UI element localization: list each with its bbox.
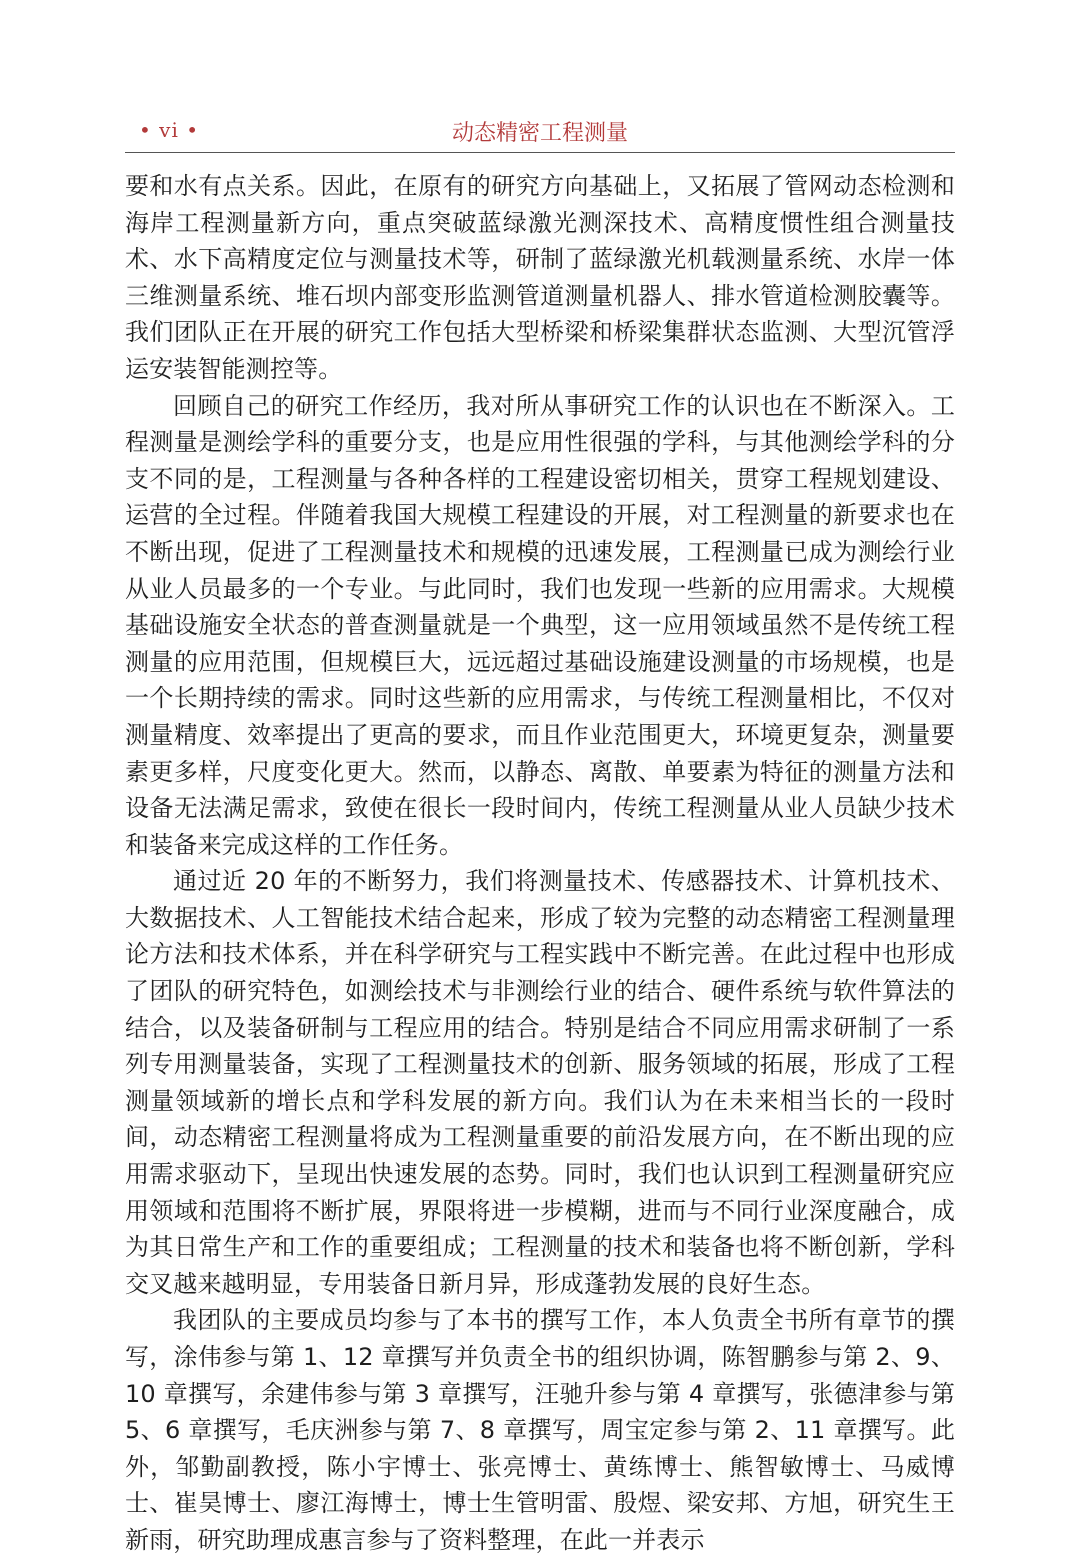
body-text xyxy=(125,168,955,1559)
running-title: 动态精密工程测量 xyxy=(451,121,628,146)
paragraph: 要和水有点关系。因此，在原有的研究方向基础上，又拓展了管网动态检测和海岸工程测量新方向，重点突破蓝绿激光测深技术、高精度惯性组合测量技术、水下高精度定位与测量技术等，研制了蓝绿激光机载测量系统、水岸一体三维测量系统、堆石坝内部变形监测管道测量机器人、排水管道检测胶囊等。我们团队正在开展的研究工作包括大型桥梁和桥梁集群状态监测、大型沉管浮运安装智能测控等。 xyxy=(125,172,955,383)
paragraph: 通过近 20 年的不断努力，我们将测量技术、传感器技术、计算机技术、大数据技术、人工智能技术结合起来，形成了较为完整的动态精密工程测量理论方法和技术体系，并在科学研究与工程实践中不断完善。在此过程中也形成了团队的研究特色，如测绘技术与非测绘行业的结合、硬件系统与软件算法的结合，以及装备研制与工程应用的结合。特别是结合不同应用需求研制了一系列专用测量装备，实现了工程测量技术的创新、服务领域的拓展，形成了工程测量领域新的增长点和学科发展的新方向。我们认为在未来相当长的一段时间，动态精密工程测量将成为工程测量重要的前沿发展方向，在不断出现的应用需求驱动下，呈现出快速发展的态势。同时，我们也认识到工程测量研究应用领域和范围将不断扩展，界限将进一步模糊，进而与不同行业深度融合，成为其日常生产和工作的重要组成；工程测量的技术和装备也将不断创新，学科交叉越来越明显，专用装备日新月异，形成蓬勃发展的良好生态。 xyxy=(125,867,955,1298)
paragraph: 我团队的主要成员均参与了本书的撰写工作，本人负责全书所有章节的撰写，涂伟参与第 1、12 章撰写并负责全书的组织协调，陈智鹏参与第 2、9、10 章撰写，余建伟参与第 3 章撰写，汪驰升参与第 4 章撰写，张德津参与第 5、6 章撰写，毛庆洲参与第 7、8 章撰写，周宝定参与第 2、11 章撰写。此外，邹勤副教授，陈小宇博士、张亮博士、黄练博士、熊智敏博士、马威博士、崔昊博士、廖江海博士，博士生管明雷、殷煜、梁安邦、方旭，研究生王新雨，研究助理成惠言参与了资料整理，在此一并表示 xyxy=(125,1306,955,1554)
page-header xyxy=(125,114,955,150)
paragraph: 回顾自己的研究工作经历，我对所从事研究工作的认识也在不断深入。工程测量是测绘学科的重要分支，也是应用性很强的学科，与其他测绘学科的分支不同的是，工程测量与各种各样的工程建设密切相关，贯穿工程规划建设、运营的全过程。伴随着我国大规模工程建设的开展，对工程测量的新要求也在不断出现，促进了工程测量技术和规模的迅速发展，工程测量已成为测绘行业从业人员最多的一个专业。与此同时，我们也发现一些新的应用需求。大规模基础设施安全状态的普查测量就是一个典型，这一应用领域虽然不是传统工程测量的应用范围，但规模巨大，远远超过基础设施建设测量的市场规模，也是一个长期持续的需求。同时这些新的应用需求，与传统工程测量相比，不仅对测量精度、效率提出了更高的要求，而且作业范围更大，环境更复杂，测量要素更多样，尺度变化更大。然而，以静态、离散、单要素为特征的测量方法和设备无法满足需求，致使在很长一段时间内，传统工程测量从业人员缺少技术和装备来完成这样的工作任务。 xyxy=(125,391,955,859)
header-rule xyxy=(125,152,955,153)
page-number: • vi • xyxy=(139,118,200,142)
